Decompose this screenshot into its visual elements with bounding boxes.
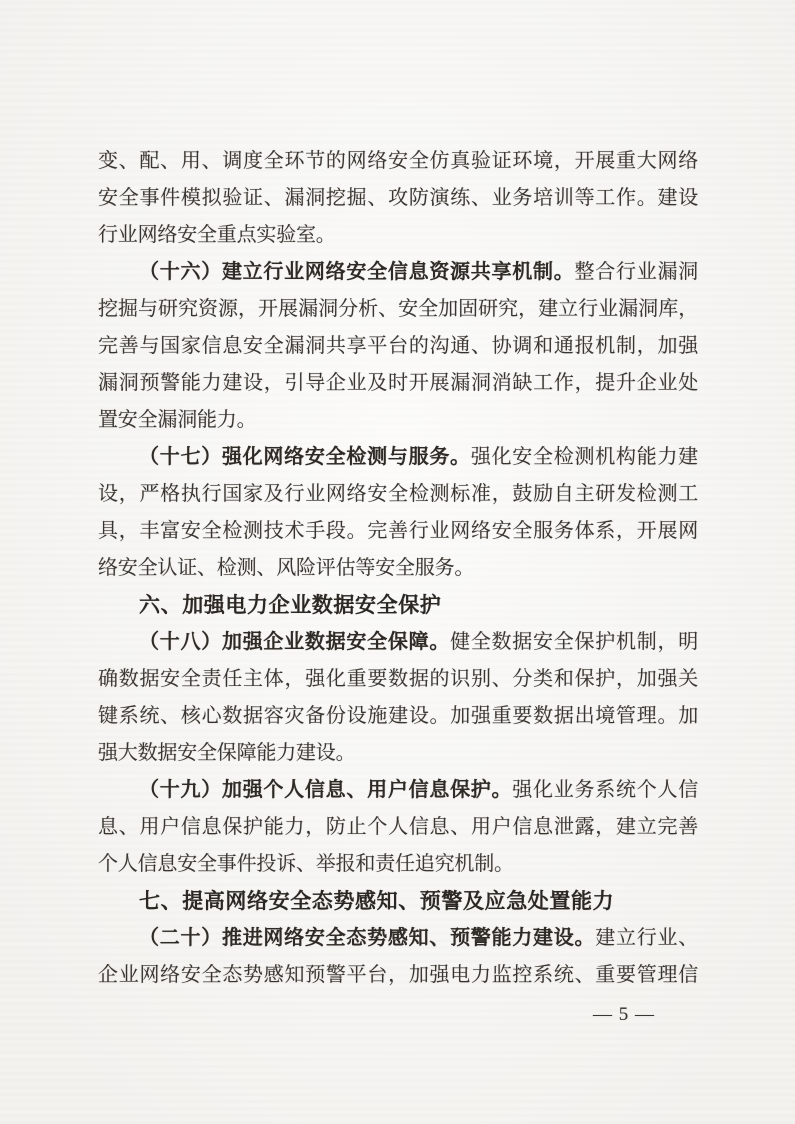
text-line: 行业网络安全重点实验室。 [98,224,336,246]
text-line: （十九）加强个人信息、用户信息保护。强化业务系统个人信 [139,779,698,801]
text-line: 具，丰富安全检测技术手段。完善行业网络安全服务体系，开展网 [98,520,698,542]
paragraph [98,439,698,587]
text-line: 安全事件模拟验证、漏洞挖掘、攻防演练、业务培训等工作。建设 [98,187,698,209]
page-number: — 5 — [593,1004,655,1025]
text-line: 挖掘与研究资源，开展漏洞分析、安全加固研究，建立行业漏洞库， [98,298,698,320]
text-line: 变、配、用、调度全环节的网络安全仿真验证环境，开展重大网络 [98,150,698,172]
paragraph-lead: （十八）加强企业数据安全保障。 [139,631,451,653]
section-heading: 七、提高网络安全态势感知、预警及应急处置能力 [139,890,615,913]
text-line: （十七）强化网络安全检测与服务。强化安全检测机构能力建 [139,446,698,468]
paragraph [98,254,698,439]
text-line: （十六）建立行业网络安全信息资源共享机制。整合行业漏洞 [139,261,698,283]
text-line: （二十）推进网络安全态势感知、预警能力建设。建立行业、 [139,927,698,949]
paragraph-lead: （十七）强化网络安全检测与服务。 [139,446,471,468]
paragraph [98,624,698,772]
paragraph [98,143,698,254]
text-line: 络安全认证、检测、风险评估等安全服务。 [98,557,475,579]
text-line: 企业网络安全态势感知预警平台，加强电力监控系统、重要管理信 [98,964,698,986]
paragraph [98,920,698,994]
text-line: （十八）加强企业数据安全保障。健全数据安全保护机制，明 [139,631,698,653]
text-line: 置安全漏洞能力。 [98,409,257,431]
text-line: 息、用户信息保护能力，防止个人信息、用户信息泄露，建立完善 [98,816,698,838]
paragraph-lead: （十六）建立行业网络安全信息资源共享机制。 [139,261,575,283]
text-line: 漏洞预警能力建设，引导企业及时开展漏洞消缺工作，提升企业处 [98,372,698,394]
text-line: 强大数据安全保障能力建设。 [98,742,356,764]
text-line: 个人信息安全事件投诉、举报和责任追究机制。 [98,853,514,875]
text-line: 完善与国家信息安全漏洞共享平台的沟通、协调和通报机制，加强 [98,335,698,357]
paragraph-lead: （二十）推进网络安全态势感知、预警能力建设。 [139,927,596,949]
document-body [98,143,698,994]
section-heading: 六、加强电力企业数据安全保护 [139,594,442,617]
text-line: 键系统、核心数据容灾备份设施建设。加强重要数据出境管理。加 [98,705,698,727]
paragraph [98,772,698,883]
text-line: 设，严格执行国家及行业网络安全检测标准，鼓励自主研发检测工 [98,483,698,505]
text-line: 确数据安全责任主体，强化重要数据的识别、分类和保护，加强关 [98,668,698,690]
paragraph-lead: （十九）加强个人信息、用户信息保护。 [139,779,513,801]
